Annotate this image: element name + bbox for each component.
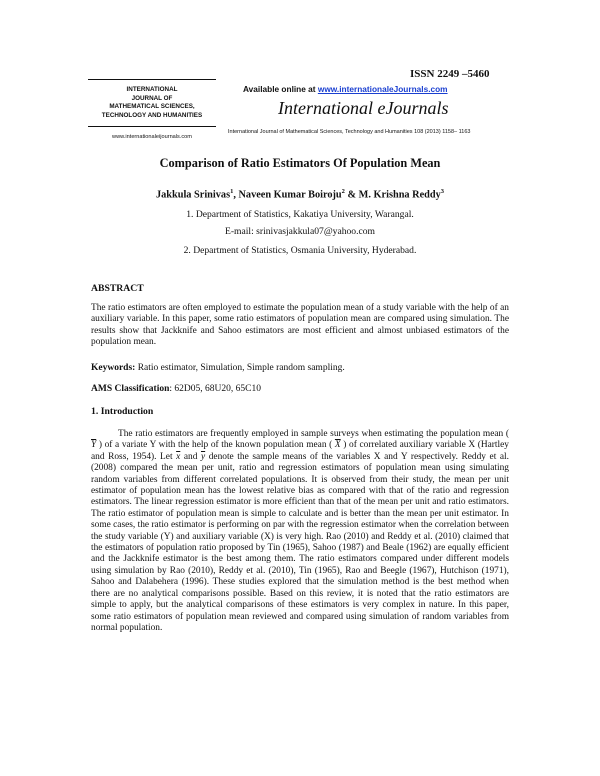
author-name: Jakkula Srinivas [155,189,231,201]
ams-label: AMS Classification [91,384,170,394]
affiliation-2: 2. Department of Statistics, Osmania University, Hyderabad. [183,245,417,256]
issn-number: ISSN 2249 –5460 [410,68,490,80]
intro-text: The ratio estimators are frequently employed in sample surveys when estimating the population mean ( [118,429,509,439]
journal-box-line: MATHEMATICAL SCIENCES, [109,103,195,110]
brand-title: International eJournals [278,98,449,118]
population-mean-x-symbol: $\overline{X}$ [334,440,341,451]
keywords-label: Keywords: [91,363,138,373]
introduction-paragraph [91,429,509,634]
author-name: M. Krishna Reddy [358,189,441,201]
ams-codes: : 62D05, 68U20, 65C10 [169,384,261,394]
sample-mean-x-symbol: $\overline{x}$ [176,451,181,462]
paper-title: Comparison of Ratio Estimators Of Population Mean [159,156,441,170]
author-email: E-mail: srinivasjakkula07@yahoo.com [224,226,376,237]
author-name: Naveen Kumar Boiroju [238,189,342,201]
introduction-heading: 1. Introduction [91,406,154,417]
author-line [0,188,600,200]
available-online [243,84,448,94]
population-mean-y-symbol: $\overline{Y}$ [91,440,97,451]
author-separator: & [344,189,359,201]
author-separator: , [233,189,239,201]
ams-classification [91,384,261,394]
intro-text: and [180,451,201,462]
journal-box-line: INTERNATIONAL [126,86,178,93]
author-affiliation-mark: 1 [230,188,234,195]
intro-text: denote the sample means of the variables X and Y respectively. Reddy et al. (2008) compared the mean per unit, ratio and regression estimators of population mean using simulating random variables from different correlated populations. It is observed from their study, the mean per unit estimator of population mean has the lowest relative bias as compared with that of the ratio and regression estimators. The linear regression estimator is more efficient than that of the mean per unit and ratio estimators. The ratio estimator of population mean is simple to calculate and is better than the mean per unit estimator. In some cases, the ratio estimator is performing on par with the regression estimator when the correlation between the study variable (Y) and auxiliary variable (X) is very high. Rao (2010) and Reddy et al. (2010) claimed that the estimators of population ratio proposed by Tin (1965), Sahoo (1987) and Beale (1962) are equally efficient and the Jackknife estimator is the best among them. The ratio estimators compared under different models using simulation by Rao (2010), Reddy et al. (2010), Tin (1965), Rao and Beegle (1967), Hutchison (1971), Sahoo and Dalabehera (1996). These studies explored that the simulation method is the best method when there are no analytical comparisons possible. Based on this review, it is noted that the ratio estimators are simple to apply, but the analytical comparisons of these estimators is very complex in nature. In this paper, some ratio estimators of population mean reviewed and compared using simulation of random variables from normal population. [91,451,509,633]
abstract-heading: ABSTRACT [91,283,144,294]
keywords-line [91,363,345,373]
journal-link[interactable]: www.internationaleJournals.com [317,84,448,94]
journal-box-line: JOURNAL OF [131,94,173,102]
intro-text: ) of correlated auxiliary variable X (Hartley and Ross, 1954). Let [91,440,509,462]
available-prefix: Available online at [243,84,318,94]
affiliation-1: 1. Department of Statistics, Kakatiya University, Warangal. [186,209,414,220]
journal-box-line: TECHNOLOGY AND HUMANITIES [101,111,203,119]
keywords-text: Ratio estimator, Simulation, Simple random sampling. [137,363,345,373]
intro-text: ) of a variate Y with the help of the known population mean ( [96,440,335,451]
abstract-text: The ratio estimators are often employed to estimate the population mean of a study variable with the help of an auxiliary variable. In this paper, some ratio estimators of population mean are compared using simulation. The results show that Jackknife and Sahoo estimators are most efficient and almost unbiased estimators of the population mean. [91,303,509,348]
author-affiliation-mark: 2 [341,188,345,195]
journal-website: www.internationaleijournals.com [112,134,192,140]
citation-line: International Journal of Mathematical Sciences, Technology and Humanities 108 (2013) 1158– 1163 [228,129,471,135]
author-affiliation-mark: 3 [440,188,445,195]
sample-mean-y-symbol: $\overline{y}$ [200,451,206,462]
journal-name-box [88,79,216,127]
